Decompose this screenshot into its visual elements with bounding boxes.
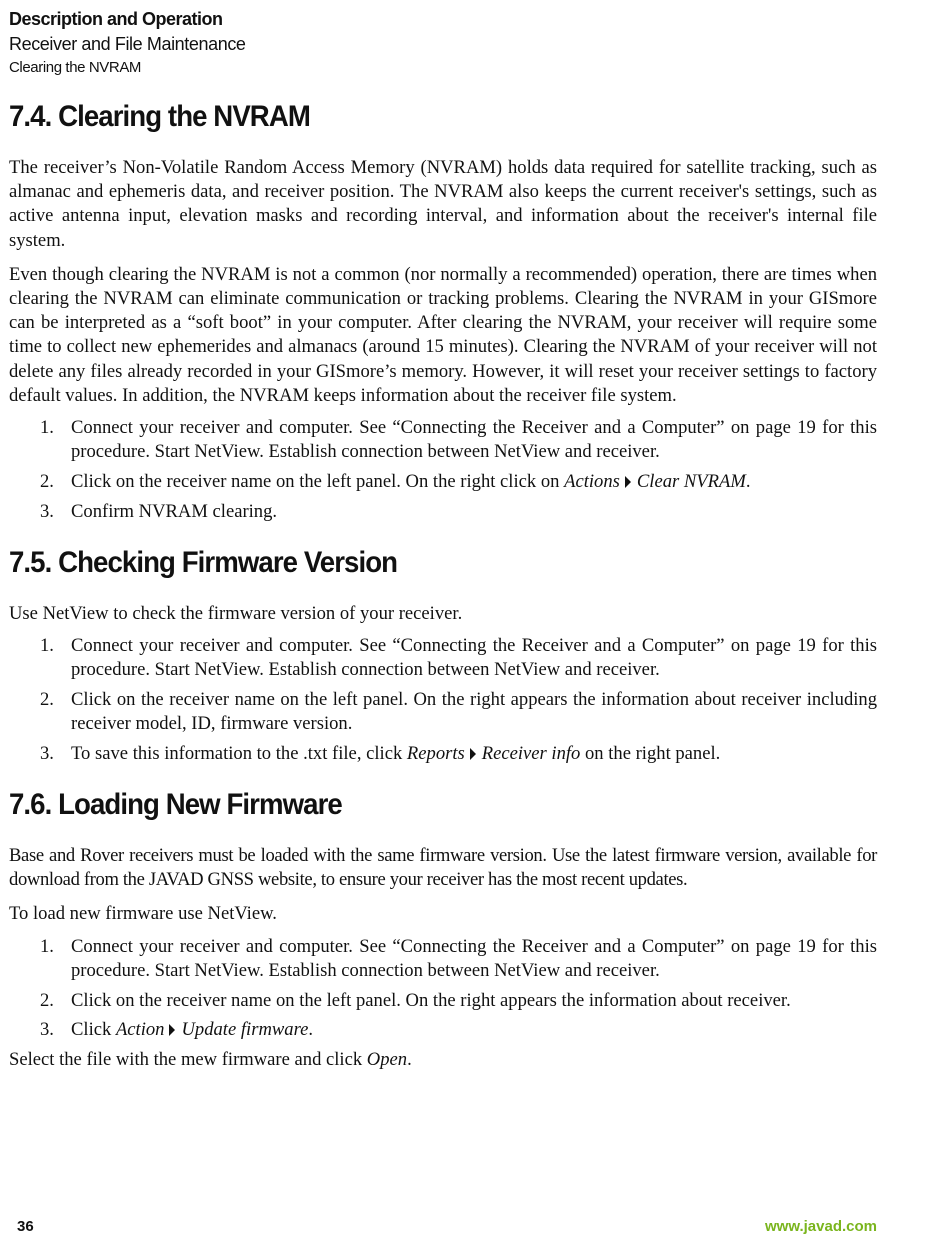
- step-text: Click: [71, 1019, 116, 1041]
- closing-text: Select the file with the mew firmware and click: [9, 1048, 367, 1070]
- list-item: [9, 416, 877, 464]
- running-header-subsection: Clearing the NVRAM: [9, 59, 142, 76]
- paragraph-firmware-check-intro: Use NetView to check the firmware version of your receiver.: [9, 602, 463, 624]
- step-number: 1.: [40, 635, 54, 657]
- step-number: 3.: [40, 1019, 54, 1041]
- step-text: Connect your receiver and computer. See “Connecting the Receiver and a Computer” on page 19 for this procedure. Start NetView. Establish connection between NetView and receiver.: [71, 635, 877, 681]
- list-item: [9, 742, 877, 766]
- menu-arrow-icon: [169, 1024, 175, 1036]
- list-item: [9, 500, 877, 524]
- step-number: 1.: [40, 417, 54, 439]
- step-text: Connect your receiver and computer. See “Connecting the Receiver and a Computer” on page 19 for this procedure. Start NetView. Establish connection between NetView and receiver.: [71, 935, 877, 981]
- paragraph-firmware-load-netview: To load new firmware use NetView.: [9, 903, 277, 925]
- list-item: [9, 688, 877, 736]
- step-number: 3.: [40, 500, 54, 522]
- page-number: 36: [17, 1218, 34, 1235]
- steps-check-firmware: [9, 634, 877, 766]
- step-number: 2.: [40, 470, 54, 492]
- step-text: Confirm NVRAM clearing.: [71, 500, 278, 522]
- section-title-clearing-nvram: 7.4. Clearing the NVRAM: [9, 100, 310, 133]
- menu-reports: Reports: [406, 742, 465, 764]
- step-text: Click on the receiver name on the left panel. On the right click on: [71, 470, 565, 492]
- page-body: [9, 98, 877, 1072]
- menu-arrow-icon: [625, 476, 631, 488]
- steps-clear-nvram: [9, 416, 877, 524]
- closing-end: .: [407, 1048, 412, 1070]
- step-text: Click on the receiver name on the left panel. On the right appears the information about receiver.: [71, 989, 791, 1011]
- step-text-end: .: [745, 470, 751, 492]
- menu-action: Action: [115, 1019, 165, 1041]
- paragraph-select-file: [9, 1048, 877, 1072]
- step-number: 2.: [40, 688, 54, 710]
- steps-load-firmware: [9, 935, 877, 1043]
- list-item: [9, 989, 877, 1013]
- list-item: [9, 634, 877, 682]
- step-text: To save this information to the .txt file, click: [71, 742, 407, 764]
- open-command: Open: [366, 1048, 408, 1070]
- running-header-chapter: Description and Operation: [9, 9, 223, 29]
- menu-arrow-icon: [470, 748, 476, 760]
- list-item: [9, 935, 877, 983]
- step-number: 3.: [40, 742, 54, 764]
- step-number: 1.: [40, 935, 54, 957]
- menu-actions: Actions: [564, 470, 620, 492]
- step-text: Connect your receiver and computer. See “Connecting the Receiver and a Computer” on page 19 for this procedure. Start NetView. Establish connection between NetView and receiver.: [71, 417, 877, 463]
- menu-update-firmware: Update firmware: [181, 1019, 309, 1041]
- paragraph-firmware-load-intro: Base and Rover receivers must be loaded with the same firmware version. Use the latest firmware version, available for download from the JAVAD GNSS website, to ensure your receiver has the most recent updates.: [9, 845, 877, 891]
- section-title-loading-firmware: 7.6. Loading New Firmware: [9, 788, 342, 822]
- step-text-end: on the right panel.: [580, 742, 721, 764]
- menu-receiver-info: Receiver info: [481, 742, 581, 764]
- website-link[interactable]: www.javad.com: [765, 1218, 877, 1235]
- list-item: [9, 1018, 877, 1042]
- paragraph-nvram-clearing: Even though clearing the NVRAM is not a common (nor normally a recommended) operation, there are times when clearing the NVRAM can eliminate communication or tracking problems. Clearing the NVRAM in your GISmore can be interpreted as a “soft boot” in your computer. After clearing the NVRAM, your receiver will require some time to collect new ephemerides and almanacs (around 15 minutes). Clearing the NVRAM of your receiver will not delete any files already recorded in your GISmore’s memory. However, it will reset your receiver settings to factory default values. In addition, the NVRAM keeps information about the receiver file system.: [9, 263, 877, 406]
- step-number: 2.: [40, 989, 54, 1011]
- running-header-section: Receiver and File Maintenance: [9, 34, 246, 54]
- section-title-checking-firmware: 7.5. Checking Firmware Version: [9, 545, 398, 579]
- step-text-end: .: [308, 1019, 314, 1041]
- paragraph-nvram-description: The receiver’s Non-Volatile Random Access Memory (NVRAM) holds data required for satellite tracking, such as almanac and ephemeris data, and receiver position. The NVRAM also keeps the current receiver's settings, such as active antenna input, elevation masks and recording interval, and information about the receiver's internal file system.: [9, 157, 877, 251]
- list-item: [9, 470, 877, 494]
- step-text: Click on the receiver name on the left panel. On the right appears the information about receiver including receiver model, ID, firmware version.: [71, 688, 877, 735]
- menu-clear-nvram: Clear NVRAM: [636, 470, 746, 492]
